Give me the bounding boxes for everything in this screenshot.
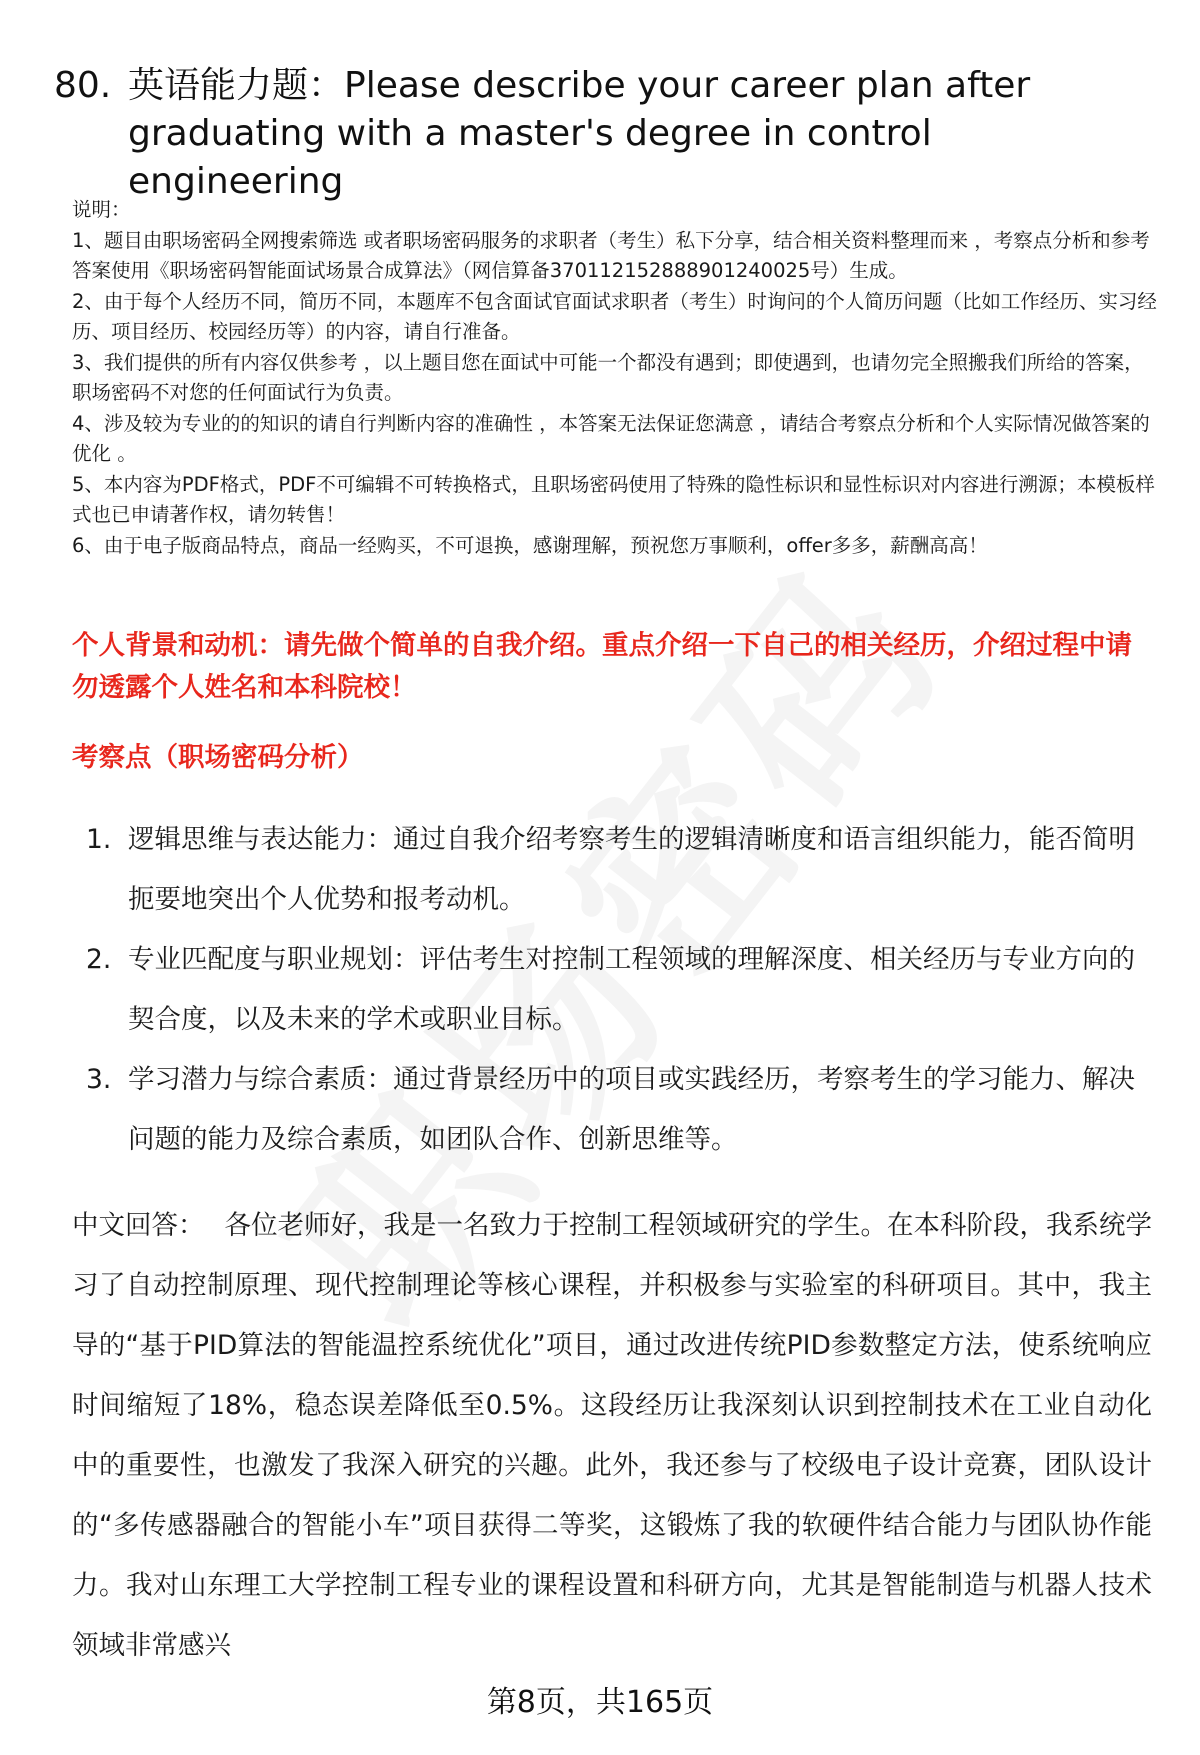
point-number: 1. (86, 824, 112, 855)
point-number: 3. (86, 1064, 112, 1095)
answer-text: 各位老师好，我是一名致力于控制工程领域研究的学生。在本科阶段，我系统学习了自动控制原理、现代控制理论等核心课程，并积极参与实验室的科研项目。其中，我主导的“基于PID算法的智能温控系统优化”项目，通过改进传统PID参数整定方法，使系统响应时间缩短了18%，稳态误差降低至0.5%。这段经历让我深刻认识到控制技术在工业自动化中的重要性，也激发了我深入研究的兴趣。此外，我还参与了校级电子设计竞赛，团队设计的“多传感器融合的智能小车”项目获得二等奖，这锻炼了我的软硬件结合能力与团队协作能力。我对山东理工大学控制工程专业的课程设置和科研方向，尤其是智能制造与机器人技术领域非常感兴 (72, 1210, 1152, 1661)
page-footer: 第8页，共165页 (486, 1685, 714, 1720)
point-number: 2. (86, 944, 112, 975)
note-item-2: 2、由于每个人经历不同，简历不同，本题库不包含面试官面试求职者（考生）时询问的个人简历问题（比如工作经历、实习经历、项目经历、校园经历等）的内容，请自行准备。 (72, 289, 1157, 343)
analysis-point (72, 810, 1152, 930)
analysis-title: 考察点（职场密码分析） (72, 742, 364, 773)
analysis-point (72, 930, 1152, 1050)
notes-heading: 说明： (72, 198, 131, 221)
question-title (54, 62, 1154, 206)
analysis-points (72, 810, 1152, 1170)
point-text: 逻辑思维与表达能力：通过自我介绍考察考生的逻辑清晰度和语言组织能力，能否简明扼要地突出个人优势和报考动机。 (128, 824, 1135, 915)
question-text: 英语能力题：Please describe your career plan after graduating with a master's degree in control engineering (128, 65, 1031, 202)
background-prompt: 个人背景和动机：请先做个简单的自我介绍。重点介绍一下自己的相关经历，介绍过程中请勿透露个人姓名和本科院校！ (72, 630, 1132, 703)
point-text: 学习潜力与综合素质：通过背景经历中的项目或实践经历，考察考生的学习能力、解决问题的能力及综合素质，如团队合作、创新思维等。 (128, 1064, 1135, 1155)
note-item-1: 1、题目由职场密码全网搜索筛选 或者职场密码服务的求职者（考生）私下分享，结合相关资料整理而来 ，考察点分析和参考答案使用《职场密码智能面试场景合成算法》（网信算备370112152888901240025号）生成。 (72, 228, 1150, 282)
answer-label: 中文回答： (72, 1210, 205, 1241)
note-item-5: 5、本内容为PDF格式，PDF不可编辑不可转换格式，且职场密码使用了特殊的隐性标识和显性标识对内容进行溯源；本模板样式也已申请著作权，请勿转售！ (72, 472, 1155, 526)
note-item-6: 6、由于电子版商品特点，商品一经购买，不可退换，感谢理解，预祝您万事顺利，offer多多，薪酬高高！ (72, 533, 988, 557)
note-item-3: 3、我们提供的所有内容仅供参考 ，以上题目您在面试中可能一个都没有遇到；即使遇到，也请勿完全照搬我们所给的答案，职场密码不对您的任何面试行为负责。 (72, 350, 1144, 404)
point-text: 专业匹配度与职业规划：评估考生对控制工程领域的理解深度、相关经历与专业方向的契合度，以及未来的学术或职业目标。 (128, 944, 1135, 1035)
analysis-point (72, 1050, 1152, 1170)
question-number: 80. (54, 65, 112, 106)
notes-section (72, 195, 1162, 561)
note-item-4: 4、涉及较为专业的的知识的请自行判断内容的准确性 ，本答案无法保证您满意 ，请结合考察点分析和个人实际情况做答案的优化 。 (72, 411, 1150, 465)
chinese-answer (72, 1196, 1152, 1676)
